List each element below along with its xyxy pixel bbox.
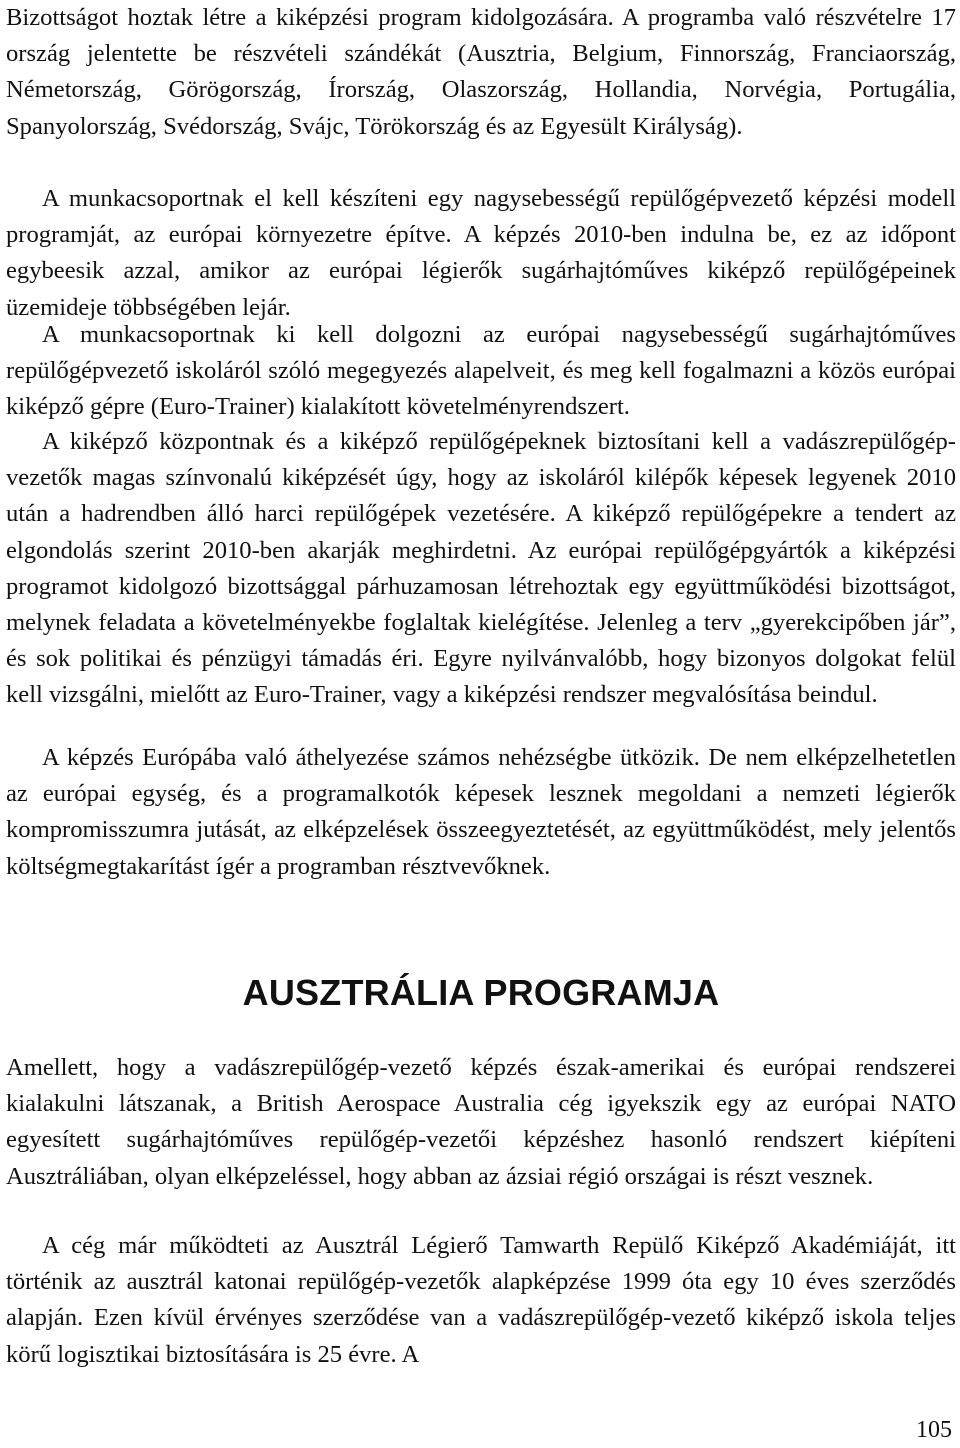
paragraph-2: A munkacsoportnak el kell készíteni egy nagysebességű repülőgépvezető képzési modell programját, az európai környezetre építve. A képzés 2010-ben indulna be, ez az időpont egybeesik azzal, amikor az európai légierők sugárhajtóműves kiképző repülőgépeinek üzemideje többségében lejár. (6, 185, 956, 321)
section-heading: AUSZTRÁLIA PROGRAMJA (242, 972, 720, 1013)
paragraph-4: A kiképző központnak és a kiképző repülőgépeknek biztosítani kell a vadászrepülőgép-vezetők magas színvonalú kiképzését úgy, hogy az iskoláról kilépők képesek legyenek 2010 után a hadrendben álló harci repülőgépek vezetésére. A kiképző repülőgépekre a tendert az elgondolás szerint 2010-ben akarják meghirdetni. Az európai repülőgépgyártók a kiképzési programot kidolgozó bizottsággal párhuzamosan létrehoztak egy együttműködési bizottságot, melynek feladata a követelményekbe foglaltak kielégítése. Jelenleg a terv „gyerekcipőben jár”, és sok politikai és pénzügyi támadás éri. Egyre nyilvánvalóbb, hogy bizonyos dolgokat felül kell vizsgálni, mielőtt az Euro-Trainer, vagy a kiképzési rendszer megvalósítása beindul. (6, 428, 956, 709)
paragraph-3: A munkacsoportnak ki kell dolgozni az európai nagysebességű sugárhajtóműves repülőgépvezető iskoláról szóló megegyezés alapelveit, és meg kell fogalmazni a közös európai kiképző gépre (Euro-Trainer) kialakított követelményrendszert. (6, 321, 956, 421)
paragraph-7: A cég már működteti az Ausztrál Légierő Tamwarth Repülő Kiképző Akadémiáját, itt történik az ausztrál katonai repülőgép-vezetők alapképzése 1999 óta egy 10 éves szerződés alapján. Ezen kívül érvényes szerződése van a vadászrepülőgép-vezető kiképző iskola teljes körű logisztikai biztosítására is 25 évre. A (6, 1232, 956, 1368)
page-number: 105 (916, 1417, 952, 1443)
paragraph-5: A képzés Európába való áthelyezése számos nehézségbe ütközik. De nem elképzelhetetlen az európai egység, és a programalkotók képesek lesznek megoldani a nemzeti légierők kompromisszumra jutását, az elképzelések összeegyeztetését, az együttműködést, mely jelentős költségmegtakarítást ígér a programban résztvevőknek. (6, 744, 956, 880)
paragraph-1: Bizottságot hoztak létre a kiképzési program kidolgozására. A programba való részvételre 17 ország jelentette be részvételi szándékát (Ausztria, Belgium, Finnország, Franciaország, Németország, Görögország, Írország, Olaszország, Hollandia, Norvégia, Portugália, Spanyolország, Svédország, Svájc, Törökország és az Egyesült Királyság). (6, 4, 956, 140)
paragraph-6: Amellett, hogy a vadászrepülőgép-vezető képzés észak-amerikai és európai rendszerei kialakulni látszanak, a British Aerospace Australia cég igyekszik egy az európai NATO egyesített sugárhajtóműves repülőgép-vezetői képzéshez hasonló rendszert kiépíteni Ausztráliában, olyan elképzeléssel, hogy abban az ázsiai régió országai is részt vesznek. (6, 1054, 956, 1190)
